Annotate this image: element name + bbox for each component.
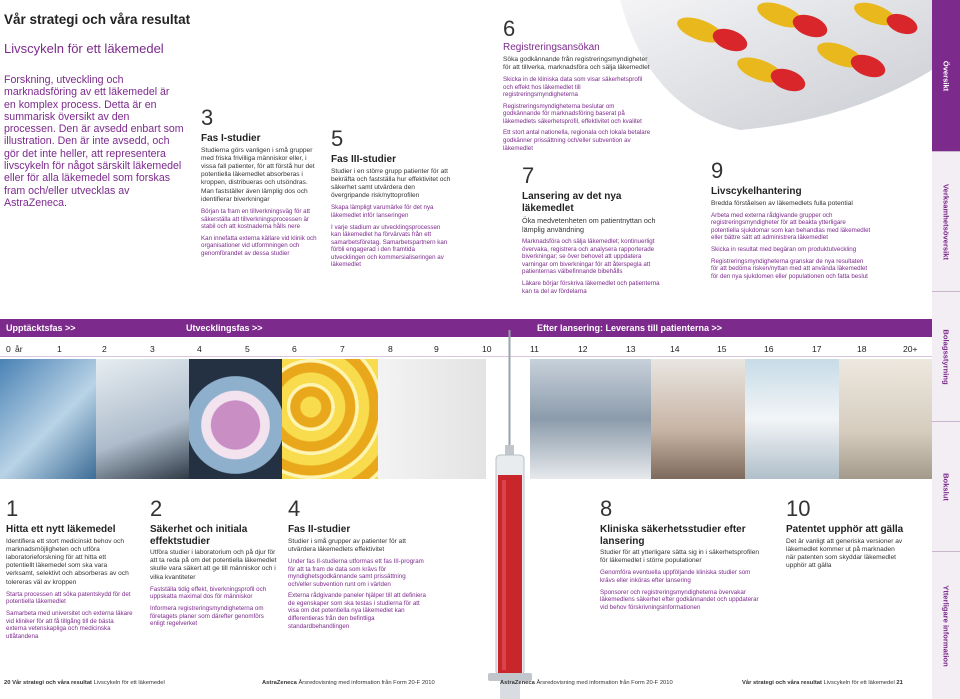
footer-brand: AstraZeneca <box>500 680 535 686</box>
phase-lead: Utföra studier i laboratorium och på djur för att ta reda på om det potentiella läkemedlet skulle vara säkert att ge till människor och i vilka kvantiteter <box>150 549 277 581</box>
timeline-year: 5 <box>245 344 250 354</box>
side-tab-verksamhetsoversikt[interactable] <box>932 152 960 292</box>
phase-lead: Studier i en större grupp patienter för att bekräfta och fastställa hur effektivitet och säkerhet samt utvärdera den övergripande risk/nyttoprofilen <box>331 167 451 200</box>
phase-number: 3 <box>201 105 214 130</box>
phase-lead: Studier i små grupper av patienter för att utvärdera läkemedlets effektivitet <box>288 537 407 553</box>
phase-number: 5 <box>331 126 344 151</box>
footer-left <box>4 680 165 686</box>
phase-body: Informera registreringsmyndigheterna om företagets planer som därefter genomförs enligt regelverket <box>150 605 264 628</box>
side-tab-label: Verksamhetsöversikt <box>941 183 951 260</box>
timeline-year: 10 <box>482 344 492 354</box>
phase-body: Skicka in resultat med begäran om produktutveckling <box>711 246 857 254</box>
timeline-year: 12 <box>578 344 588 354</box>
phase-number: 1 <box>6 496 19 521</box>
petri-dish-image <box>189 359 282 479</box>
side-tab-oversikt[interactable] <box>932 0 960 152</box>
side-tab-bokslut[interactable] <box>932 422 960 552</box>
phase-6-block <box>503 18 653 152</box>
phase-8-block <box>600 498 760 611</box>
phase-3-block <box>201 107 319 257</box>
phase-label-discovery: Upptäcktsfas >> <box>6 323 76 333</box>
phase-title: Hitta ett nytt läkemedel <box>6 524 116 535</box>
phase-label-post-launch: Efter lansering: Leverans till patienterna >> <box>537 323 723 333</box>
phase-1-block <box>6 498 134 640</box>
phase-lead: Studier för att ytterligare sätta sig in i säkerhetsprofilen för läkemedlet i större populationer <box>600 549 760 565</box>
footer-report: Årsredovisning med information från Form 20-F 2010 <box>536 680 673 686</box>
phase-body: Början ta fram en tillverkningsväg för att säkerställa att tillverkningsprocessen är stabil och att kostnaderna hålls nere <box>201 207 311 231</box>
phase-body: Arbeta med externa rådgivande grupper och registreringsmyndigheter för att beakta ytterligare potentiella sjukdomar som kan behandlas med läkemedlet eller bättre sätt att administrera läkemedlet <box>711 211 871 242</box>
phase-number: 2 <box>150 496 163 521</box>
phase-body: Marknadsföra och sälja läkemedlet; kontinuerligt övervaka, registrera och analysera rapporterade biverkningar; se över behovet att uppdatera varningar om biverkningar för att återspegla att patienternas välbefinnande bibehålls <box>522 238 655 276</box>
phase-10-block <box>786 498 906 570</box>
footer-right <box>742 680 903 686</box>
phase-lead: Studierna görs vanligen i små grupper med friska frivilliga människor eller, i vissa fall patienter, för att förstå hur det potentiella läkemedlet absorberas i kroppen, distribueras och utsöndras. Man fastställer även lämplig dos och identifierar biverkningar <box>201 146 315 203</box>
phase-body: Starta processen att söka patentskydd för det potentiella läkemedlet <box>6 590 131 606</box>
phase-body: Registreringsmyndigheterna granskar de nya resultaten för att bedöma risken/nyttan med att använda läkemedlet för den nya sjukdomen eller populationen och fatta beslut <box>711 257 868 280</box>
phase-lead: Bredda förståelsen av läkemedlets fulla potential <box>711 199 853 207</box>
phase-lead: Öka medvetenheten om patientnyttan och lämplig användning <box>522 216 656 234</box>
phase-title: Fas I-studier <box>201 133 261 144</box>
phase-lead: Det är vanligt att generiska versioner av läkemedlet kommer ut på marknaden när patenten som skyddar läkemedlet upphör att gälla <box>786 537 903 570</box>
timeline-year: 18 <box>857 344 867 354</box>
footer-page-right: 21 <box>896 680 903 686</box>
intro-text: Forskning, utveckling och marknadsföring av ett läkemedel är en komplex process. Detta är en summarisk översikt av den processen. Den är avsedd enbart som illustration. Den är inte avsedd, och gör det inte heller, att representera livscykeln för något särskilt läkemedel eller för alla läkemedel som forskas fram och/eller utvecklas av AstraZeneca. <box>4 74 184 209</box>
phase-body: Skapa lämpligt varumärke för det nya läkemedlet inför lanseringen <box>331 204 434 219</box>
timeline-year: 9 <box>434 344 439 354</box>
pharmacy-image <box>530 359 651 479</box>
phase-number: 6 <box>503 16 516 41</box>
phase-body: Fastställa tidig effekt, biverkningsprofil och uppskatta maximal dos för människor <box>150 585 267 601</box>
footer-report: Årsredovisning med information från Form 20-F 2010 <box>298 680 435 686</box>
footer-topic-left: Livscykeln för ett läkemedel <box>93 680 165 686</box>
phase-title: Patentet upphör att gälla <box>786 524 904 535</box>
microscope-image <box>96 359 189 479</box>
side-tab-label: Bokslut <box>941 472 951 501</box>
phase-body: I varje stadium av utvecklingsprocessen kan läkemedlet ha förvärvats från ett samarbetsföretag. Samarbetspartnern kan förbli engagerad i den framtida utvecklingen och kommersialiseringen av läkemedlet <box>331 223 448 269</box>
side-tab-label: Ytterligare information <box>941 584 951 667</box>
phase-title: Kliniska säkerhetsstudier efter lansering <box>600 524 746 547</box>
timeline-year: 4 <box>197 344 202 354</box>
phase-body: Externa rådgivande paneler hjälper till att definiera de egenskaper som ska testas i studierna för att visa om det potentiella nya läkemedlet kan differentieras från den befintliga standardbehandlingen <box>288 592 426 630</box>
side-tab-ytterligare-information[interactable] <box>932 552 960 699</box>
phase-4-block <box>288 498 428 630</box>
side-tab-label: Översikt <box>941 60 951 91</box>
phase-lead: Identifiera ett stort medicinskt behov och marknadsmöjligheten och utföra laboratorieforskning för att hitta ett potentiellt läkemedel som ska vara verksamt, selektivt och absorberas av och tolereras väl av kroppen <box>6 537 129 586</box>
side-tab-label: Bolagsstyrning <box>941 328 951 385</box>
timeline-year: 13 <box>626 344 636 354</box>
timeline-year: 16 <box>764 344 774 354</box>
phase-body: Registreringsmyndigheterna beslutar om godkännande för marknadsföring baserat på läkemedlets säkerhetsprofil, effektivitet och kvalitet <box>503 102 642 125</box>
phase-number: 7 <box>522 163 535 188</box>
phase-body: Sponsorer och registreringsmyndigheterna övervakar läkemedlens säkerhet efter godkännandet och uppdaterar vid behov förskrivningsinformationen <box>600 588 759 611</box>
footer-page-left: 20 <box>4 680 11 686</box>
page-subtitle: Livscykeln för ett läkemedel <box>4 41 164 56</box>
phase-title: Livscykelhantering <box>711 186 802 197</box>
capsules-image <box>282 359 378 479</box>
patient-image <box>651 359 745 479</box>
timeline-year: 8 <box>388 344 393 354</box>
year-timeline <box>0 340 932 357</box>
footer-section-left: Vår strategi och våra resultat <box>12 680 92 686</box>
phase-2-block <box>150 498 278 628</box>
lab-image <box>0 359 96 479</box>
timeline-year: 1 <box>57 344 62 354</box>
phase-number: 8 <box>600 496 613 521</box>
phase-number: 10 <box>786 496 811 521</box>
timeline-year: 14 <box>670 344 680 354</box>
syringe-image <box>486 330 534 699</box>
side-tab-bolagsstyrning[interactable] <box>932 292 960 422</box>
section-title: Vår strategi och våra resultat <box>4 12 191 27</box>
phase-title: Fas II-studier <box>288 524 351 535</box>
phase-body: Genomföra eventuella uppföljande kliniska studier som krävs eller inköras efter lansering <box>600 569 751 584</box>
timeline-year: 3 <box>150 344 155 354</box>
phase-number: 4 <box>288 496 301 521</box>
timeline-unit: år <box>15 344 23 354</box>
phase-body: Läkare börjar förskriva läkemedlet och patienterna kan ta del av fördelarna <box>522 279 660 295</box>
timeline-year: 2 <box>102 344 107 354</box>
timeline-year: 11 <box>530 344 539 354</box>
side-navigation <box>932 0 960 699</box>
phase-title: Registreringsansökan <box>503 42 600 53</box>
footer-section-right: Vår strategi och våra resultat <box>742 680 822 686</box>
timeline-year: 20+ <box>903 344 918 354</box>
footer-center-right <box>500 680 673 686</box>
image-strip <box>0 359 932 479</box>
phase-number: 9 <box>711 158 724 183</box>
phase-9-block <box>711 160 871 280</box>
timeline-start: 0 <box>6 344 11 354</box>
phase-title: Fas III-studier <box>331 154 397 165</box>
doctor-image <box>745 359 839 479</box>
phase-7-block <box>522 165 667 295</box>
timeline-year: 6 <box>292 344 297 354</box>
phase-body: Ett stort antal nationella, regionala och lokala betalare godkänner prissättning och/eller subvention av läkemedlet <box>503 129 651 152</box>
phase-title: Lansering av det nya läkemedlet <box>522 191 622 214</box>
shelf-image <box>839 359 932 479</box>
phase-body: Samarbeta med universitet och externa läkare vid kliniker för att få tillgång till de bästa externa vetenskapliga och medicinska utlåtandena <box>6 609 133 640</box>
footer-center-left <box>262 680 435 686</box>
phase-lead: Söka godkännande från registreringsmyndigheter för att tillverka, marknadsföra och sälja läkemedlet <box>503 55 650 71</box>
timeline-year: 7 <box>340 344 345 354</box>
phase-title: Säkerhet och initiala effektstudier <box>150 524 248 547</box>
footer-brand: AstraZeneca <box>262 680 297 686</box>
phase-5-block <box>331 128 451 269</box>
phase-label-development: Utvecklingsfas >> <box>186 323 263 333</box>
phase-body: Under fas II-studierna utformas ett fas III-program för att ta fram de data som krävs för myndighetsgodkännande samt prissättning och/eller subvention runt om i världen <box>288 557 424 588</box>
footer-topic-right: Livscykeln för ett läkemedel <box>823 680 895 686</box>
test-tubes-image <box>378 359 486 479</box>
phase-body: Skicka in de kliniska data som visar säkerhetsprofil och effekt hos läkemedlet till registreringsmyndigheterna <box>503 75 643 99</box>
timeline-year: 17 <box>812 344 822 354</box>
timeline-year: 15 <box>717 344 727 354</box>
phase-bar <box>0 319 932 337</box>
phase-body: Kan innefatta externa källare vid klinik och organisationer vid utformningen och genomförandet av dessa studier <box>201 234 317 257</box>
